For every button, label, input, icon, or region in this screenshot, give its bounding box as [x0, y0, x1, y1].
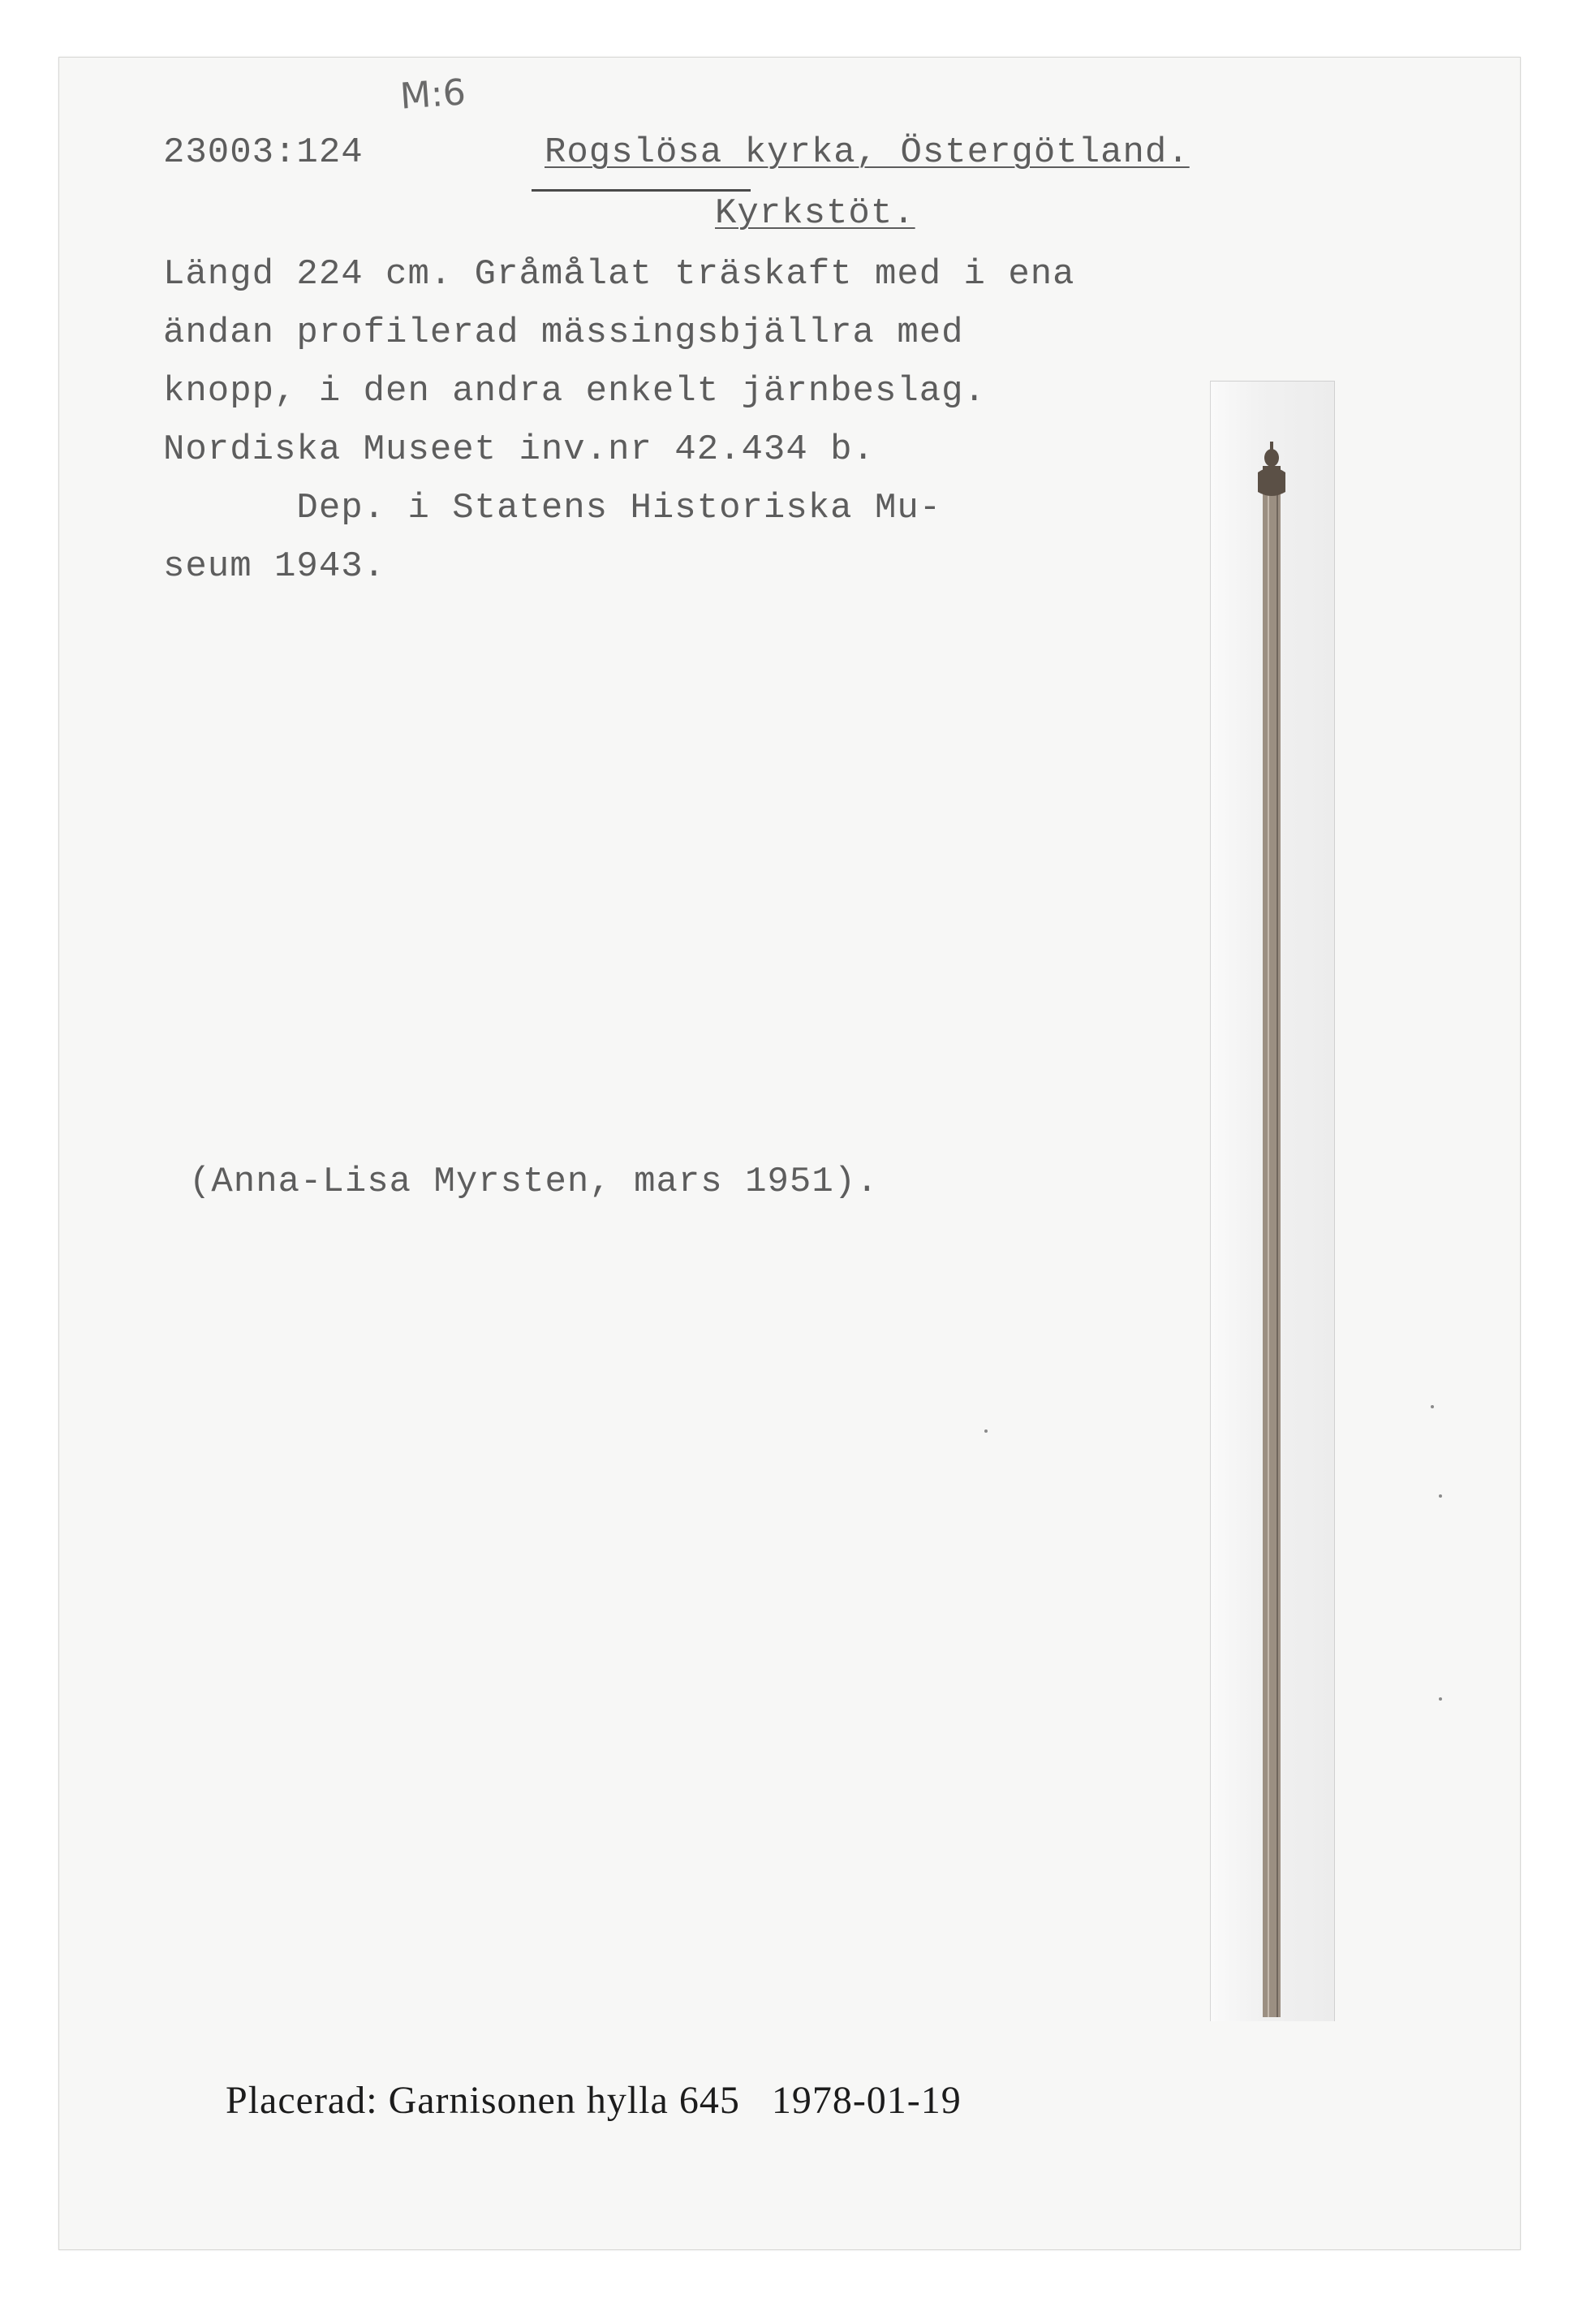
paper-speck: [1439, 1494, 1442, 1498]
object-photograph: [1210, 381, 1335, 2021]
brass-bell-finial: [1258, 442, 1285, 496]
description-line: Längd 224 cm. Gråmålat träskaft med i ena: [163, 254, 1075, 295]
paper-speck: [1439, 1697, 1442, 1701]
divider-rule: [532, 189, 751, 192]
object-name: Kyrkstöt.: [715, 193, 915, 234]
location-heading: Rogslösa kyrka, Östergötland.: [545, 132, 1190, 173]
paper-speck: [1431, 1405, 1434, 1408]
handwritten-mark: M:6: [398, 71, 467, 118]
finial-knob: [1264, 449, 1279, 467]
staff-image: [1211, 382, 1334, 2021]
finial-bell: [1258, 468, 1285, 496]
description-line: Dep. i Statens Historiska Mu-: [163, 488, 942, 528]
description-line: knopp, i den andra enkelt järnbeslag.: [163, 371, 986, 412]
author-credit: (Anna-Lisa Myrsten, mars 1951).: [189, 1162, 879, 1202]
description-line: ändan profilerad mässingsbjällra med: [163, 313, 964, 353]
paper-speck: [984, 1429, 988, 1433]
placement-stamp: Placerad: Garnisonen hylla 645 1978-01-19: [226, 2079, 962, 2122]
description-line: seum 1943.: [163, 546, 386, 587]
catalog-card: [58, 57, 1521, 2250]
description-line: Nordiska Museet inv.nr 42.434 b.: [163, 429, 875, 470]
inventory-number: 23003:124: [163, 132, 364, 173]
